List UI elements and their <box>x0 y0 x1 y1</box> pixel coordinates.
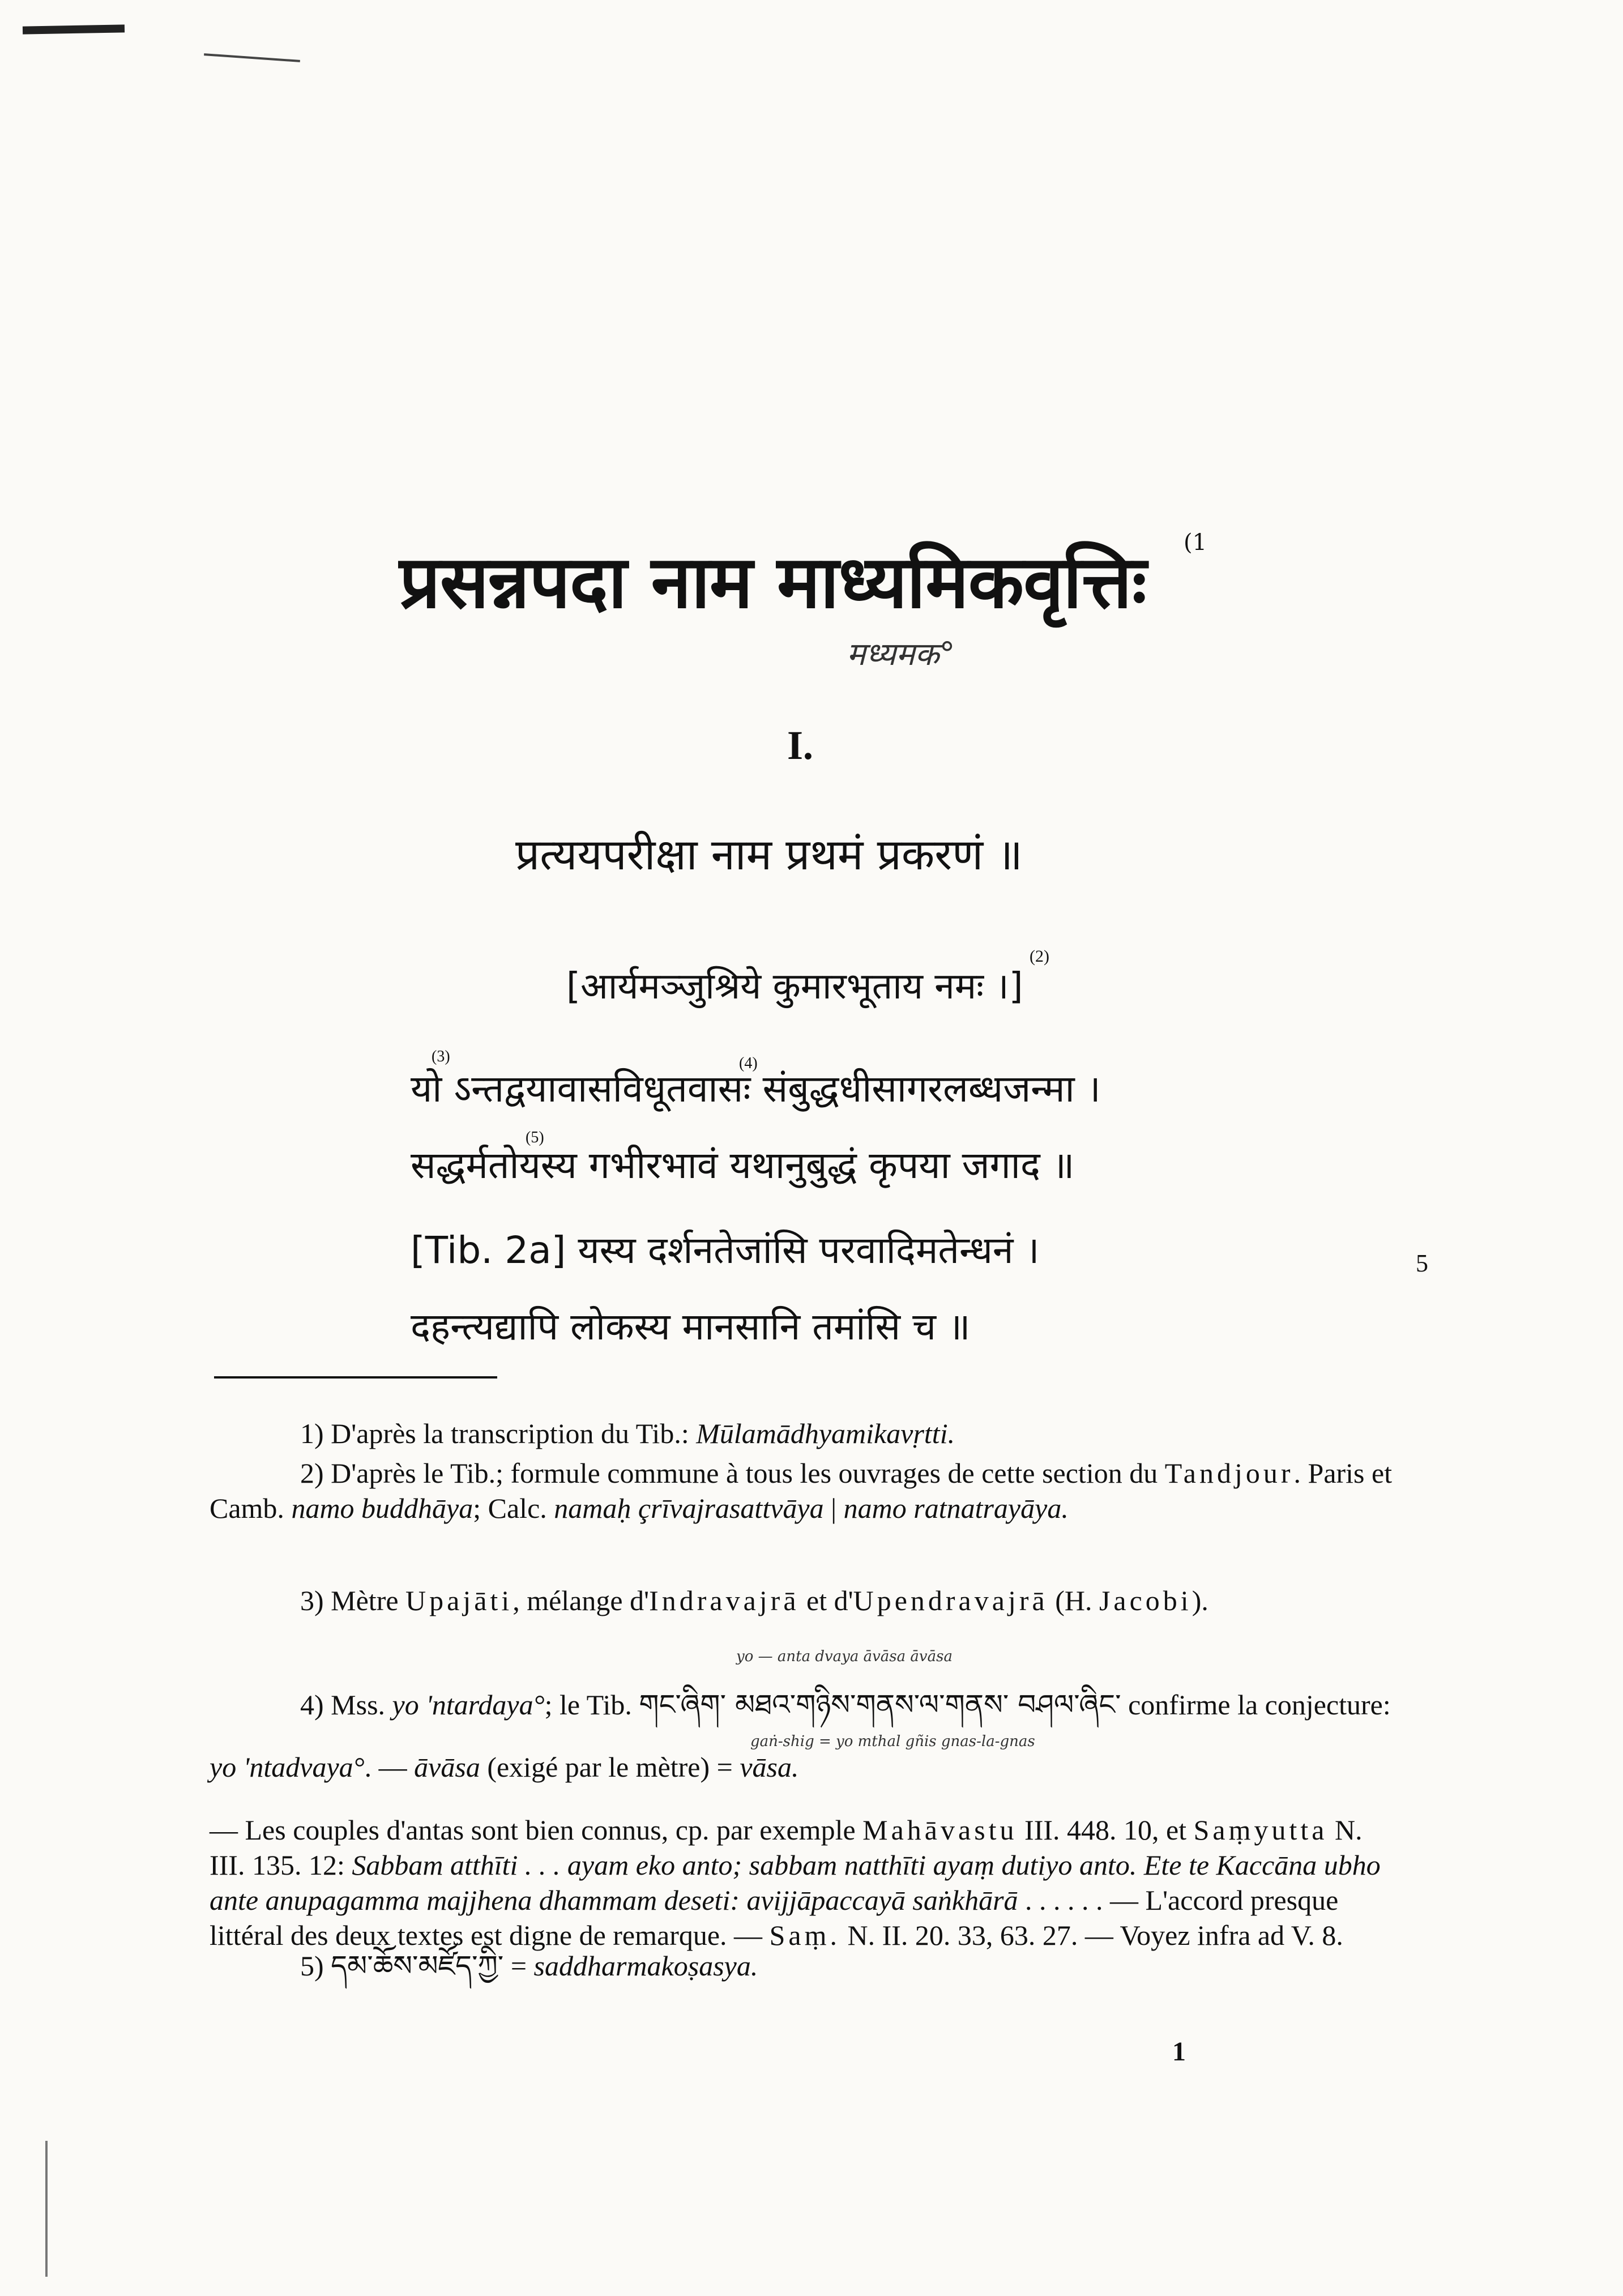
verse-line: [Tib. 2a] यस्य दर्शनतेजांसि परवादिमतेन्धनं । <box>411 1228 1040 1272</box>
footnote-4-continued: — Les couples d'antas sont bien connus, cp. par exemple Mahāvastu III. 448. 10, et Saṃyutta N. III. 135. 12: Sabbam atthīti . . . ayam eko anto; sabbam natthīti ayaṃ dutiyo anto. Ete te Kaccāna ubho ante anupagamma majjhena dhammam deseti: avijjāpaccayā saṅkhārā . . . . . . — L'accord presque littéral des deux textes est digne de remarque. — Saṃ. N. II. 20. 33, 63. 27. — Voyez infra ad V. 8. <box>210 1814 1381 1951</box>
footnote-5: 5) དམ་ཆོས་མཛོད་ཀྱི་ = saddharmakoṣasya. <box>300 1949 758 1982</box>
scan-edge <box>45 2141 48 2277</box>
page-title: प्रसन्नपदा नाम माध्यमिकवृत्तिः <box>399 540 1146 625</box>
title-footnote-marker: (1 <box>1184 530 1207 556</box>
invocation-footnote-marker: (2) <box>1030 947 1049 966</box>
verse-line: दहन्त्यद्यापि लोकस्य मानसानि तमांसि च ॥ <box>411 1305 971 1348</box>
footnote-divider <box>214 1376 497 1379</box>
verse-footnote-marker: (4) <box>739 1055 758 1072</box>
chapter-number: I. <box>787 723 814 768</box>
title-handwritten-gloss: मध्यमक° <box>847 636 955 673</box>
footnote-2: 2) D'après le Tib.; formule commune à tous les ouvrages de cette section du Tandjour. Paris et Camb. namo buddhāya; Calc. namaḥ çrīvajrasattvāya | namo ratnatrayāya. <box>210 1457 1393 1524</box>
footnote-1: 1) D'après la transcription du Tib.: Mūlamādhyamikavṛtti. <box>300 1418 955 1449</box>
footnote-3: 3) Mètre Upajāti, mélange d'Indravajrā et d'Upendravajrā (H. Jacobi). <box>300 1585 1208 1616</box>
tibetan-quote: གང་ཞིག་ མཐའ་གཉིས་གནས་ལ་གནས་ བཤལ་ཞིང་ <box>639 1688 1121 1721</box>
verse-line: यो ऽन्तद्वयावासविधूतवासः संबुद्धधीसागरलब्धजन्मा । <box>411 1067 1101 1111</box>
verse-line: सद्धर्मतोयस्य गभीरभावं यथानुबुद्धं कृपया जगाद ॥ <box>411 1143 1075 1187</box>
handwritten-annotation: yo — anta dvaya āvāsa āvāsa <box>736 1648 953 1665</box>
scan-mark <box>23 24 125 34</box>
chapter-title: प्रत्ययपरीक्षा नाम प्रथमं प्रकरणं ॥ <box>515 829 1023 880</box>
footnote-4: 4) Mss. yo 'ntardaya°; le Tib. གང་ཞིག་ མཐའ་གཉིས་གནས་ལ་གནས་ བཤལ་ཞིང་ confirme la conjecture: yo 'ntadvaya°. — āvāsa (exigé par le mètre) = vāsa. <box>210 1688 1391 1783</box>
scan-stroke <box>204 53 300 62</box>
page-number: 1 <box>1172 2037 1186 2067</box>
verse-footnote-marker: (3) <box>432 1048 450 1065</box>
tibetan-quote: དམ་ཆོས་མཛོད་ཀྱི་ <box>331 1949 504 1982</box>
verse-footnote-marker: (5) <box>526 1129 544 1146</box>
handwritten-annotation: gaṅ-shig = yo mthal gñis gnas-la-gnas <box>750 1733 1035 1750</box>
margin-line-number: 5 <box>1416 1249 1428 1277</box>
invocation: [आर्यमञ्जुश्रिये कुमारभूताय नमः ।] <box>566 966 1023 1008</box>
